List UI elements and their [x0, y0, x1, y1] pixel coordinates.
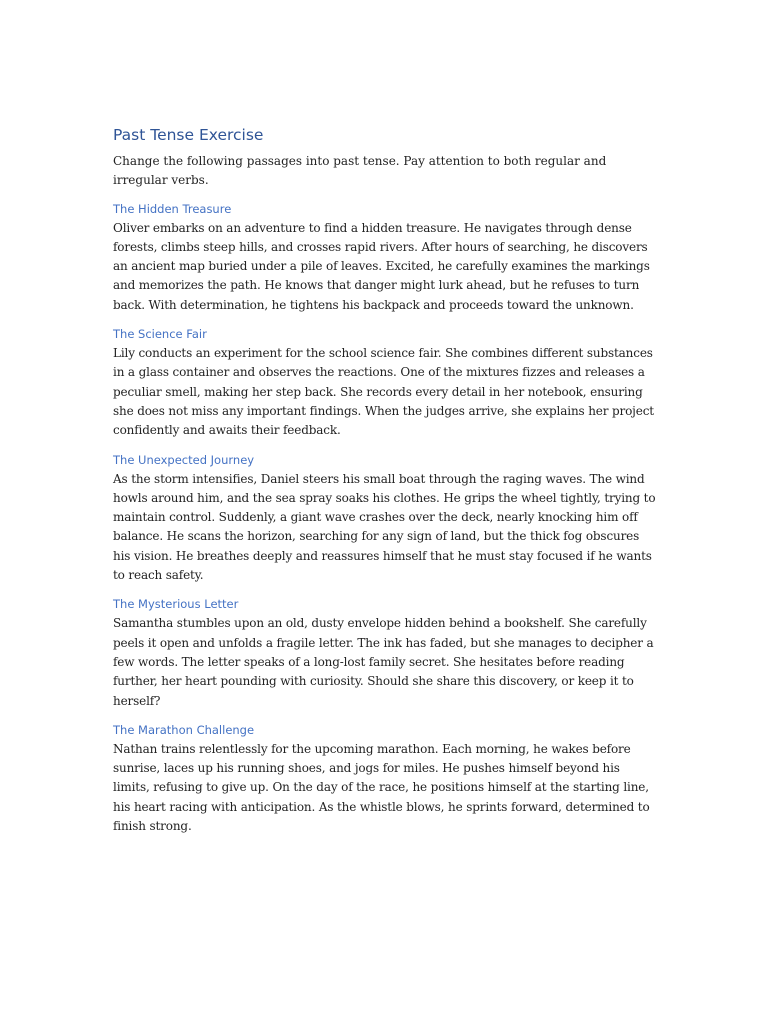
instructions-paragraph: Change the following passages into past tense. Pay attention to both regular and irregular verbs.	[113, 154, 607, 188]
section-heading: The Unexpected Journey	[113, 452, 255, 467]
section-heading: The Science Fair	[113, 327, 207, 342]
section-paragraph: As the storm intensifies, Daniel steers his small boat through the raging waves. The wind howls around him, and the sea spray soaks his clothes. He grips the wheel tightly, trying to maintain control. Suddenly, a giant wave crashes over the deck, nearly knocking him off balance. He scans the horizon, searching for any sign of land, but the thick fog obscures his vision. He breathes deeply and reassures himself that he must stay focused if he wants to reach safety.	[113, 471, 656, 583]
section-paragraph: Lily conducts an experiment for the school science fair. She combines different substances in a glass container and observes the reactions. One of the mixtures fizzes and releases a peculiar smell, making her step back. She records every detail in her notebook, ensuring she does not miss any important findings. When the judges arrive, she explains her project confidently and awaits their feedback.	[113, 346, 654, 438]
section-mysterious-letter	[113, 596, 658, 710]
section-heading: The Marathon Challenge	[113, 722, 255, 737]
section-heading: The Hidden Treasure	[113, 201, 232, 216]
section-marathon-challenge	[113, 722, 658, 836]
section-hidden-treasure	[113, 201, 658, 315]
page-title: Past Tense Exercise	[113, 126, 264, 144]
document-page	[113, 124, 658, 847]
section-unexpected-journey	[113, 452, 658, 586]
section-paragraph: Nathan trains relentlessly for the upcoming marathon. Each morning, he wakes before sunrise, laces up his running shoes, and jogs for miles. He pushes himself beyond his limits, refusing to give up. On the day of the race, he positions himself at the starting line, his heart racing with anticipation. As the whistle blows, he sprints forward, determined to finish strong.	[113, 741, 650, 834]
section-heading: The Mysterious Letter	[113, 597, 239, 612]
section-paragraph: Samantha stumbles upon an old, dusty envelope hidden behind a bookshelf. She carefully peels it open and unfolds a fragile letter. The ink has faded, but she manages to decipher a few words. The letter speaks of a long-lost family secret. She hesitates before reading further, her heart pounding with curiosity. Should she share this discovery, or keep it to herself?	[113, 616, 654, 708]
section-science-fair	[113, 326, 658, 440]
section-paragraph: Oliver embarks on an adventure to find a hidden treasure. He navigates through dense forests, climbs steep hills, and crosses rapid rivers. After hours of searching, he discovers an ancient map buried under a pile of leaves. Excited, he carefully examines the markings and memorizes the path. He knows that danger might lurk ahead, but he refuses to turn back. With determination, he tightens his backpack and proceeds toward the unknown.	[113, 220, 650, 312]
